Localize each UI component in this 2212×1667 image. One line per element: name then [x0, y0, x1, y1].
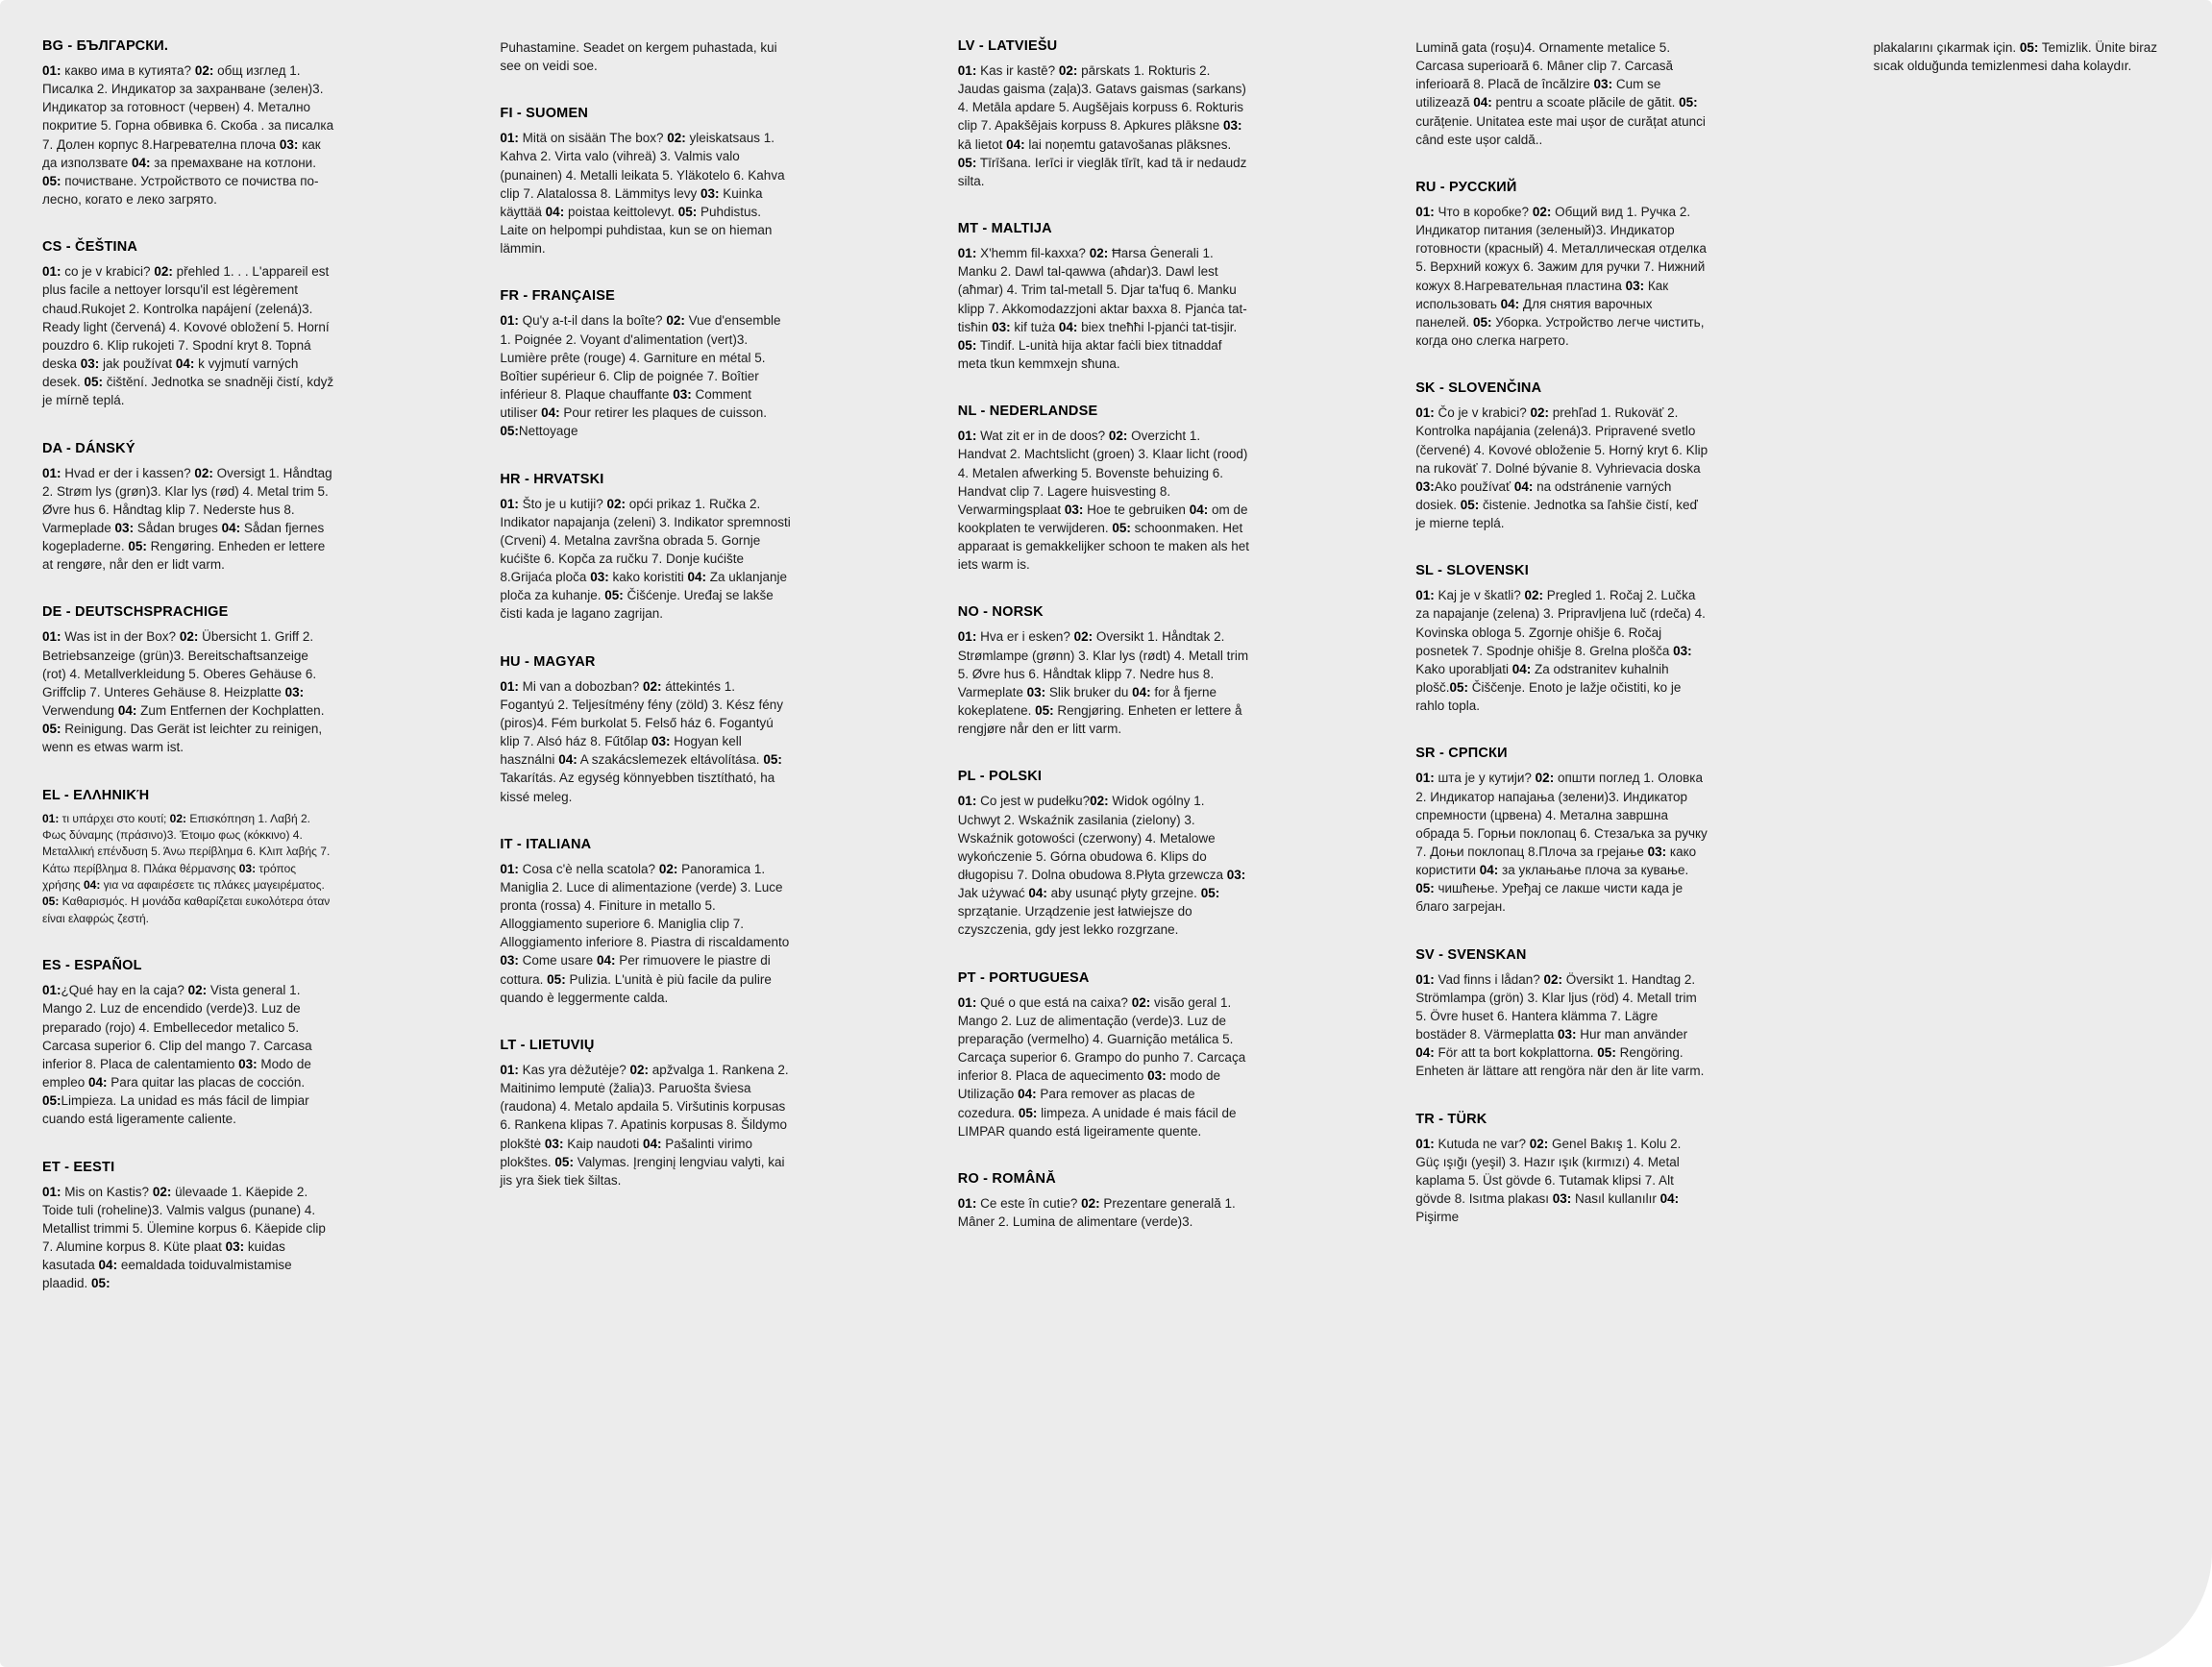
section-header-it: IT - ITALIANA	[500, 836, 592, 852]
section-body-sv: 01: Vad finns i lådan? 02: Översikt 1. Handtag 2. Strömlampa (grön) 3. Klar ljus (röd) 4. Metall trim 5. Övre huset 6. Hantera klämma 7. Lägre bostäder 8. Värmeplatta 03: Hur man använder 04: För att ta bort kokplattorna. 05: Rengöring. Enheten är lättare att rengöra när den är lite varm.	[1415, 971, 1705, 1079]
section-header-pl: PL - POLSKI	[957, 769, 1043, 785]
section-sk	[1415, 380, 1708, 532]
section-body-sl: 01: Kaj je v škatli? 02: Pregled 1. Ročaj 2. Lučka za napajanje (zelena) 3. Pripravljena luč (rdeča) 4. Kovinska obloga 5. Zgornje ohišje 6. Ročaj posnetek 7. Spodnje ohišje 8. Grelna plošča 03: Kako uporabljati 04: Za odstranitev kuhalnih plošč.05: Čiščenje. Enoto je lažje očistiti, ko je rahlo topla.	[1415, 588, 1706, 714]
section-body-sr: 01: шта је у кутији? 02: општи поглед 1. Оловка 2. Индикатор напајања (зелени)3. Индикатор спремности (црвена) 4. Метална завршна обрада 5. Горњи поклопац 6. Стезаљка за ручку 7. Доњи поклопац 8.Плоча за грејање 03: како користити 04: за уклањање плоча за кување. 05: чишћење. Уређај се лакше чисти када је благо загрејан.	[1415, 771, 1708, 915]
section-header-cs: CS - ČEŠTINA	[42, 239, 138, 256]
section-hu	[500, 654, 792, 806]
section-header-et: ET - EESTI	[42, 1159, 115, 1175]
section-body-sk: 01: Čo je v krabici? 02: prehľad 1. Rukoväť 2. Kontrolka napájania (zelená)3. Pripravené svetlo (červené) 4. Kovové obloženie 5. Horný kryt 6. Klip na rukoväť 7. Dolné bývanie 8. Vyhrievacia doska 03:Ako používať 04: na odstránenie varných dosiek. 05: čistenie. Jednotka sa ľahšie čistí, keď je mierne teplá.	[1415, 405, 1708, 531]
section-el	[42, 788, 334, 928]
section-body-pl: 01: Co jest w pudełku?02: Widok ogólny 1. Uchwyt 2. Wskaźnik zasilania (zielony) 3. Wskaźnik gotowości (czerwony) 4. Metalowe wykończenie 5. Górna obudowa 6. Klips do długopisu 7. Dolna obudowa 8.Płyta grzewcza 03: Jak używać 04: aby usunąć płyty grzejne. 05: sprzątanie. Urządzenie jest łatwiejsze do czyszczenia, gdy jest lekko rozgrzane.	[957, 794, 1246, 938]
section-no	[958, 604, 1250, 738]
section-body-hr: 01: Što je u kutiji? 02: opći prikaz 1. Ručka 2. Indikator napajanja (zeleni) 3. Indikator spremnosti (Crveni) 4. Metalna završna obrada 5. Gornje kućište 6. Kopča za ručku 7. Donje kućište 8.Grijaća ploča 03: kako koristiti 04: Za uklanjanje ploča za kuhanje. 05: Čišćenje. Uređaj se lakše čisti kada je lagano zagrijan.	[500, 496, 791, 622]
column-3	[958, 38, 1250, 1323]
section-body-ru: 01: Что в коробке? 02: Общий вид 1. Ручка 2. Индикатор питания (зеленый)3. Индикатор готовности (красный) 4. Металлическая отделка 5. Верхний кожух 6. Зажим для ручки 7. Нижний кожух 8.Нагревательная пластина 03: Как использовать 04: Для снятия варочных панелей. 05: Уборка. Устройство легче чистить, когда оно слегка нагрето.	[1415, 204, 1707, 349]
section-header-fr: FR - FRANÇAISE	[500, 288, 615, 305]
section-body-lt: 01: Kas yra dėžutėje? 02: apžvalga 1. Rankena 2. Maitinimo lemputė (žalia)3. Paruošta šviesa (raudona) 4. Metalo apdaila 5. Viršutinis korpusas 6. Rankena klipas 7. Apatinis korpusas 8. Šildymo plokštė 03: Kaip naudoti 04: Pašalinti virimo plokštes. 05: Valymas. Įrenginį lengviau valyti, kai jis yra šiek tiek šiltas.	[500, 1062, 789, 1188]
section-header-pt: PT - PORTUGUESA	[957, 969, 1090, 986]
section-body-ro: 01: Ce este în cutie? 02: Prezentare generală 1. Mâner 2. Lumina de alimentare (verde)3.	[957, 1195, 1236, 1230]
column-4	[1415, 38, 1708, 1323]
section-it	[500, 837, 792, 1007]
section-header-sr: SR - СРПСКИ	[1415, 746, 1508, 762]
section-body-it: 01: Cosa c'è nella scatola? 02: Panoramica 1. Maniglia 2. Luce di alimentazione (verde) 3. Luce pronta (rossa) 4. Finiture in metallo 5. Alloggiamento superiore 6. Maniglia clip 7. Alloggiamento inferiore 8. Piastra di riscaldamento 03: Come usare 04: Per rimuovere le piastre di cottura. 05: Pulizia. L'unità è più facile da pulire quando è leggermente calda.	[500, 861, 790, 1005]
section-body-hu: 01: Mi van a dobozban? 02: áttekintés 1. Fogantyú 2. Teljesítmény fény (zöld) 3. Kész fény (piros)4. Fém burkolat 5. Felső ház 6. Fogantyú klip 7. Alsó ház 8. Fűtőlap 03: Hogyan kell használni 04: A szakácslemezek eltávolítása. 05: Takarítás. Az egység könnyebben tisztítható, ha kissé meleg.	[500, 678, 784, 804]
section-body-tr-cont: plakalarını çıkarmak için. 05: Temizlik. Ünite biraz sıcak olduğunda temizlenmesi daha kolaydır.	[1873, 40, 2157, 74]
section-body-nl: 01: Wat zit er in de doos? 02: Overzicht 1. Handvat 2. Machtslicht (groen) 3. Klaar licht (rood) 4. Metalen afwerking 5. Bovenste behuizing 6. Handvat clip 7. Lagere huisvesting 8. Verwarmingsplaat 03: Hoe te gebruiken 04: om de kookplaten te verwijderen. 05: schoonmaken. Het apparaat is gemakkelijker schoon te maken als het iets warm is.	[957, 429, 1249, 573]
section-lv	[958, 38, 1250, 190]
section-ro	[958, 1171, 1250, 1231]
section-hr	[500, 472, 792, 624]
section-mt	[958, 221, 1250, 373]
column-2	[500, 38, 792, 1323]
section-header-mt: MT - MALTIJA	[957, 221, 1052, 237]
section-body-bg: 01: какво има в кутията? 02: общ изглед 1. Писалка 2. Индикатор за захранване (зелен)3. Индикатор за готовност (червен) 4. Метално покритие 5. Горна обвивка 6. Скоба . за писалка 7. Долен корпус 8.Нагревателна плоча 03: как да използвате 04: за премахване на котлони. 05: почистване. Устройството се почиства по-лесно, когато е леко загрято.	[42, 63, 334, 208]
section-tr-cont	[1874, 38, 2166, 75]
section-de	[42, 604, 334, 756]
section-body-fr: 01: Qu'y a-t-il dans la boîte? 02: Vue d'ensemble 1. Poignée 2. Voyant d'alimentation (vert)3. Lumière prête (rouge) 4. Garniture en métal 5. Boîtier supérieur 6. Clip de poignée 7. Boîtier inférieur 8. Plaque chauffante 03: Comment utiliser 04: Pour retirer les plaques de cuisson. 05:Nettoyage	[500, 313, 781, 439]
section-header-tr: TR - TÜRK	[1415, 1111, 1487, 1127]
section-lt	[500, 1038, 792, 1189]
section-sv	[1415, 947, 1708, 1081]
section-body-cs: 01: co je v krabici? 02: přehled 1. . . L'appareil est plus facile a nettoyer lorsqu'il est légèrement chaud.Rukojet 2. Kontrolka napájení (zelená)3. Ready light (červená) 4. Kovové obložení 5. Horní pouzdro 6. Klip rukojeti 7. Spodní kryt 8. Topná deska 03: jak používat 04: k vyjmutí varných desek. 05: čištění. Jednotka se snadněji čistí, když je mírně teplá.	[42, 264, 334, 408]
section-header-nl: NL - NEDERLANDSE	[957, 404, 1098, 420]
section-sr	[1415, 746, 1708, 916]
section-header-sv: SV - SVENSKAN	[1415, 946, 1527, 963]
section-header-sk: SK - SLOVENČINA	[1415, 380, 1542, 397]
section-body-fi: 01: Mitä on sisään The box? 02: yleiskatsaus 1. Kahva 2. Virta valo (vihreä) 3. Valmis valo (punainen) 4. Metalli leikata 5. Yläkotelo 6. Kahva clip 7. Alatalossa 8. Lämmitys levy 03: Kuinka käyttää 04: poistaa keittolevyt. 05: Puhdistus. Laite on helpompi puhdistaa, kun se on hieman lämmin.	[500, 131, 785, 257]
section-nl	[958, 404, 1250, 574]
section-header-no: NO - NORSK	[957, 604, 1044, 621]
section-body-et-cont: Puhastamine. Seadet on kergem puhastada, kui see on veidi soe.	[500, 40, 777, 74]
section-et-cont	[500, 38, 792, 75]
section-header-de: DE - DEUTSCHSPRACHIGE	[42, 604, 229, 621]
section-header-sl: SL - SLOVENSKI	[1415, 563, 1529, 579]
section-header-ro: RO - ROMÂNĂ	[957, 1170, 1056, 1187]
section-pl	[958, 769, 1250, 939]
section-header-es: ES - ESPAÑOL	[42, 958, 142, 974]
section-fr	[500, 288, 792, 440]
section-body-et: 01: Mis on Kastis? 02: ülevaade 1. Käepide 2. Toide tuli (roheline)3. Valmis valgus (punane) 4. Metallist trimmi 5. Ülemine korpus 6. Käepide clip 7. Alumine korpus 8. Küte plaat 03: kuidas kasutada 04: eemaldada toiduvalmistamise plaadid. 05:	[42, 1184, 326, 1291]
section-sl	[1415, 563, 1708, 715]
section-body-el: 01: τι υπάρχει στο κουτί; 02: Επισκόπηση 1. Λαβή 2. Φως δύναμης (πράσινο)3. Έτοιμο φως (κόκκινο) 4. Μεταλλική επένδυση 5. Άνω περίβλημα 6. Κλιπ λαβής 7. Κάτω περίβλημα 8. Πλάκα θέρμανσης 03: τρόπος χρήσης 04: για να αφαιρέσετε τις πλάκες μαγειρέματος. 05: Καθαρισμός. Η μονάδα καθαρίζεται ευκολότερα όταν είναι ελαφρώς ζεστή.	[42, 811, 331, 925]
section-cs	[42, 239, 334, 409]
section-ru	[1415, 180, 1708, 350]
section-header-el: EL - ΕΛΛΗΝΙΚΉ	[42, 787, 150, 803]
section-body-da: 01: Hvad er der i kassen? 02: Oversigt 1. Håndtag 2. Strøm lys (grøn)3. Klar lys (rød) 4. Metal trim 5. Øvre hus 6. Håndtag klip 7. Nederste hus 8. Varmeplade 03: Sådan bruges 04: Sådan fjernes kogepladerne. 05: Rengøring. Enheden er lettere at rengøre, når den er lidt varm.	[42, 465, 332, 573]
column-1	[42, 38, 334, 1323]
section-ro-cont	[1415, 38, 1708, 149]
section-header-hr: HR - HRVATSKI	[500, 471, 604, 487]
section-header-hu: HU - MAGYAR	[500, 653, 596, 670]
section-header-lt: LT - LIETUVIŲ	[500, 1037, 595, 1053]
section-bg	[42, 38, 334, 208]
section-da	[42, 441, 334, 575]
section-fi	[500, 106, 792, 257]
section-body-pt: 01: Qué o que está na caixa? 02: visão geral 1. Mango 2. Luz de alimentação (verde)3. Luz de preparação (vermelho) 4. Guarnição metálica 5. Carcaça superior 6. Grampo do punho 7. Carcaça inferior 8. Placa de aquecimento 03: modo de Utilização 04: Para remover as placas de cozedura. 05: limpeza. A unidade é mais fácil de LIMPAR quando está ligeiramente quente.	[957, 994, 1246, 1139]
section-header-ru: RU - РУССКИЙ	[1415, 179, 1517, 195]
section-header-da: DA - DÁNSKÝ	[42, 440, 135, 456]
section-body-no: 01: Hva er i esken? 02: Oversikt 1. Håndtak 2. Strømlampe (grønn) 3. Klar lys (rødt) 4. Metall trim 5. Øvre hus 6. Håndtak klipp 7. Nedre hus 8. Varmeplate 03: Slik bruker du 04: for å fjerne kokeplatene. 05: Rengjøring. Enheten er lettere å rengjøre når den er litt varm.	[957, 629, 1249, 737]
section-header-fi: FI - SUOMEN	[500, 106, 589, 122]
section-header-lv: LV - LATVIEŠU	[957, 38, 1058, 54]
section-body-mt: 01: X'hemm fil-kaxxa? 02: Ħarsa Ġenerali 1. Manku 2. Dawl tal-qawwa (aħdar)3. Dawl lest (aħmar) 4. Trim tal-metall 5. Djar ta'fuq 6. Manku klipp 7. Akkomodazzjoni aktar baxxa 8. Pjanċa tat-tisħin 03: kif tuża 04: biex tneħħi l-pjanċi tat-tisjir. 05: Tindif. L-unità hija aktar faċli biex titnaddaf meta tkun kemmxejn sħuna.	[957, 246, 1247, 372]
section-body-lv: 01: Kas ir kastē? 02: pārskats 1. Rokturis 2. Jaudas gaisma (zaļa)3. Gatavs gaismas (sarkans) 4. Metāla apdare 5. Augšējais korpuss 6. Rokturis clip 7. Apakšējais korpuss 8. Apkures plāksne 03: kā lietot 04: lai noņemtu gatavošanas plāksnes. 05: Tīrīšana. Ierīci ir vieglāk tīrīt, kad tā ir nedaudz silta.	[957, 63, 1247, 188]
section-body-de: 01: Was ist in der Box? 02: Übersicht 1. Griff 2. Betriebsanzeige (grün)3. Bereitschaftsanzeige (rot) 4. Metallverkleidung 5. Oberes Gehäuse 6. Griffclip 7. Unteres Gehäuse 8. Heizplatte 03: Verwendung 04: Zum Entfernen der Kochplatten. 05: Reinigung. Das Gerät ist leichter zu reinigen, wenn es etwas warm ist.	[42, 629, 325, 755]
section-et	[42, 1160, 334, 1293]
section-body-ro-cont: Lumină gata (roșu)4. Ornamente metalice 5. Carcasa superioară 6. Mâner clip 7. Carcasă inferioară 8. Placă de încălzire 03: Cum se utilizează 04: pentru a scoate plăcile de gătit. 05: curățenie. Unitatea este mai ușor de curățat atunci când este ușor caldă..	[1415, 40, 1706, 147]
column-5	[1874, 38, 2166, 1323]
section-body-tr: 01: Kutuda ne var? 02: Genel Bakış 1. Kolu 2. Güç ışığı (yeşil) 3. Hazır ışık (kırmızı) 4. Metal kaplama 5. Üst gövde 6. Tutamak klipsi 7. Alt gövde 8. Isıtma plakası 03: Nasıl kullanılır 04: Pişirme	[1415, 1136, 1682, 1225]
section-body-es: 01:¿Qué hay en la caja? 02: Vista general 1. Mango 2. Luz de encendido (verde)3. Luz de preparado (rojo) 4. Embellecedor metalico 5. Carcasa superior 6. Clip del mango 7. Carcasa inferior 8. Placa de calentamiento 03: Modo de empleo 04: Para quitar las placas de cocción. 05:Limpieza. La unidad es más fácil de limpiar cuando está ligeramente caliente.	[42, 983, 312, 1127]
section-pt	[958, 970, 1250, 1140]
section-header-bg: BG - БЪЛГАРСКИ.	[42, 38, 169, 54]
section-tr	[1415, 1112, 1708, 1227]
section-es	[42, 958, 334, 1128]
